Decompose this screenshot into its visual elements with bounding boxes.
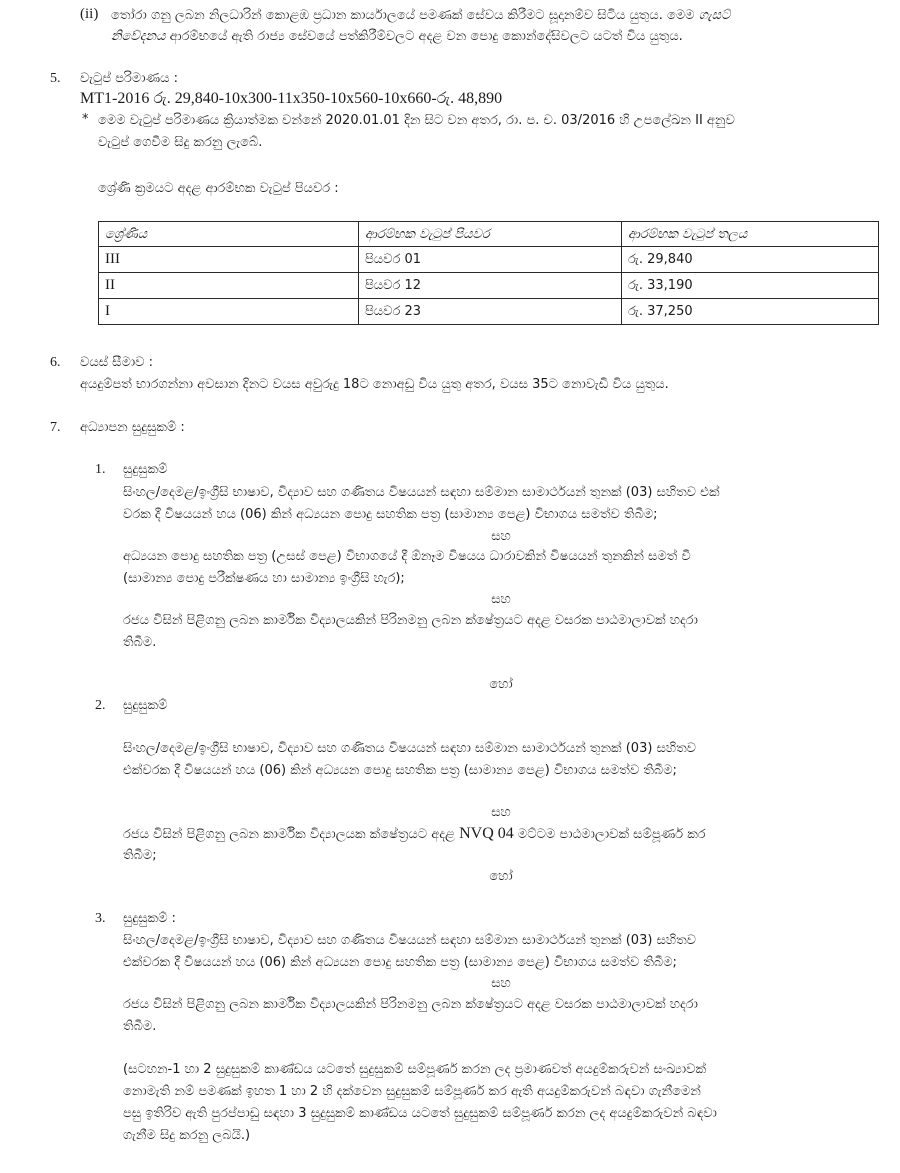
and-connector: සහ xyxy=(491,805,511,820)
and-connector: සහ xyxy=(491,976,511,991)
grade-table-caption: ශ්‍රේණි ක්‍රමයට අදළ ආරම්භක වැටුප් පියවර : xyxy=(98,181,339,196)
table-cell-grade: I xyxy=(99,299,359,325)
qualification-3-number: 3. xyxy=(95,911,106,926)
qualification-3-line: සිංහල/දෙමළ/ඉංග්‍රීසි භාෂාව, විද්‍යාව සහ ගණිතය විෂයයන් සඳහා සම්මාන සාමාර්ථයන් තුනක් (03) සහිතව xyxy=(123,933,697,948)
section-7-number: 7. xyxy=(50,420,61,435)
qualification-1-number: 1. xyxy=(95,462,106,477)
section-6-heading: වයස් සීමාව : xyxy=(80,355,154,370)
salary-note-line1: මෙම වැටුප් පරිමාණය ක්‍රියාත්මක වන්නේ 2020.01.01 දින සිට වන අතර, රා. ප. ච. 03/2016 හි උපලේඛන II අනුව xyxy=(98,113,735,128)
qualification-note-line: නොමැති නම් පමණක් ඉහත 1 හා 2 හි දක්වෙන සුදුසුකම් සම්පූර්ණ කර ඇති අයදුම්කරුවන් බඳවා ගැනීමෙන් xyxy=(123,1084,701,1099)
section-7-heading: අධ්‍යාපන සුදුසුකම් : xyxy=(80,420,185,435)
qualification-2-line: එක්වරක දී විෂයයන් හය (06) කින් අධ්‍යයන පොදු සහතික පත්‍ර (සාමාන්‍ය පෙළ) විභාගය සමත්ව තිබීම; xyxy=(123,763,677,778)
qualification-2-text: මට්ටම පාඨමාලාවක් සම්පූර්ණ කර xyxy=(517,827,706,842)
qualification-1-line: අධ්‍යයන පොදු සහතික පත්‍ර (උසස් පෙළ) විභාගයේ දී ඕනෑම විෂයය ධාරාවකින් විෂයයන් තුනකින් සමත් වී xyxy=(123,549,691,564)
qualification-2-line: තිබීම; xyxy=(123,848,157,863)
qualification-1-line: සිංහල/දෙමළ/ඉංග්‍රීසි භාෂාව, විද්‍යාව සහ ගණිතය විෂයයන් සඳහා සම්මාන සාමාර්ථයන් තුනක් (03) සහිතව එක් xyxy=(123,485,720,500)
clause-ii-number: (ii) xyxy=(80,6,99,22)
qualification-note-line: (සටහන-1 හා 2 සුදුසුකම් කාණ්ඩය යටතේ සුදුසුකම් සම්පූර්ණ කරන ලද ප්‍රමාණවත් අයදුම්කරුවන් සංඛ්‍යාවක් xyxy=(123,1062,707,1077)
qualification-1-heading: සුදුසුකම් xyxy=(123,462,168,477)
table-header-grade: ශ්‍රේණිය xyxy=(99,222,359,247)
clause-ii-line2-text: ආරම්භයේ ඇති රාජ්‍ය සේවයේ පත්කිරීම්වලට අදළ වන පොදු කොන්දේසිවලට යටත් විය යුතුය. xyxy=(169,29,683,44)
qualification-3-line: එක්වරක දී විෂයයන් හය (06) කින් අධ්‍යයන පොදු සහතික පත්‍ර (සාමාන්‍ය පෙළ) විභාගය සමත්ව තිබීම; xyxy=(123,955,677,970)
section-5-number: 5. xyxy=(50,71,61,86)
section-6-number: 6. xyxy=(50,355,61,370)
qualification-2-text: රජය විසින් පිළිගනු ලබන කාර්මික විද්‍යාලයක ක්ෂේත්‍රයට අදළ xyxy=(123,827,455,842)
qualification-3-line: රජය විසින් පිළිගනු ලබන කාර්මික විද්‍යාලයකින් පිරිනමනු ලබන ක්ෂේත්‍රයට අදළ වසරක පාඨමාලාවක් හදරා xyxy=(123,997,698,1012)
qualification-2-line xyxy=(123,825,706,843)
table-cell-step: පියවර 23 xyxy=(359,299,622,325)
clause-ii-gazette-word: ගැසට් xyxy=(698,8,731,23)
table-header-initial-salary: ආරම්භක වැටුප් තලය xyxy=(622,222,879,247)
clause-ii-line1 xyxy=(111,7,879,24)
table-row xyxy=(99,247,879,273)
qualification-2-heading: සුදුසුකම් xyxy=(123,698,168,713)
and-connector: සහ xyxy=(491,529,511,544)
table-header-row xyxy=(99,222,879,247)
qualification-3-line: තිබීම. xyxy=(123,1019,157,1034)
table-cell-salary: රු. 33,190 xyxy=(622,273,879,299)
clause-ii-notice-word: නිවේදනය xyxy=(111,29,166,44)
salary-scale: MT1-2016 රු. 29,840-10x300-11x350-10x560-10x660-රු. 48,890 xyxy=(80,90,503,107)
table-cell-step: පියවර 01 xyxy=(359,247,622,273)
and-connector: සහ xyxy=(491,592,511,607)
qualification-1-line: තිබීම. xyxy=(123,635,157,650)
clause-ii-line2 xyxy=(111,28,683,45)
salary-note-asterisk: * xyxy=(82,112,89,127)
qualification-1-line: වරක දී විෂයයන් හය (06) කින් අධ්‍යයන පොදු සහතික පත්‍ර (සාමාන්‍ය පෙළ) විභාගය සමත්ව තිබීම; xyxy=(123,507,658,522)
qualification-2-line: සිංහල/දෙමළ/ඉංග්‍රීසි භාෂාව, විද්‍යාව සහ ගණිතය විෂයයන් සඳහා සම්මාන සාමාර්ථයන් තුනක් (03) සහිතව xyxy=(123,741,697,756)
qualification-1-line: රජය විසින් පිළිගනු ලබන කාර්මික විද්‍යාලයකින් පිරිනමනු ලබන ක්ෂේත්‍රයට අදළ වසරක පාඨමාලාවක් හදරා xyxy=(123,613,698,628)
section-5-heading: වැටුප් පරිමාණය : xyxy=(80,71,178,86)
table-cell-salary: රු. 37,250 xyxy=(622,299,879,325)
table-header-step: ආරම්භක වැටුප් පියවර xyxy=(359,222,622,247)
table-cell-salary: රු. 29,840 xyxy=(622,247,879,273)
table-cell-step: පියවර 12 xyxy=(359,273,622,299)
salary-note-line2: වැටුප් ගෙවීම සිදු කරනු ලැබේ. xyxy=(98,135,263,150)
table-cell-grade: III xyxy=(99,247,359,273)
or-connector: හෝ xyxy=(489,677,513,692)
qualification-note-line: පසු ඉතිරිව ඇති පුරප්පාඩු සඳහා 3 සුදුසුකම් කාණ්ඩය යටතේ සුදුසුකම් සම්පූර්ණ කරන ලද අයදුම්කරුවන් බඳවා xyxy=(123,1106,717,1121)
qualification-note-line: ගැනීම සිදු කරනු ලබයි.) xyxy=(123,1128,251,1143)
age-limit-text: අයදුම්පත් භාරගන්නා අවසාන දිනට වයස අවුරුදු 18ට නොඅඩු විය යුතු අතර, වයස 35ට නොවැඩි විය යුතුය. xyxy=(80,377,669,392)
grade-salary-table xyxy=(98,221,879,325)
or-connector: හෝ xyxy=(489,869,513,884)
qualification-3-heading: සුදුසුකම් : xyxy=(123,911,176,926)
qualification-1-line: (සාමාන්‍ය පොදු පරීක්ෂණය හා සාමාන්‍ය ඉංග්‍රීසි හැර); xyxy=(123,571,405,586)
table-cell-grade: II xyxy=(99,273,359,299)
qualification-2-number: 2. xyxy=(95,698,106,713)
nvq-level: NVQ 04 xyxy=(459,825,514,842)
clause-ii-line1-text: තෝරා ගනු ලබන නිලධාරින් කොළඹ ප්‍රධාන කාර්යාලයේ පමණක් සේවය කිරීමට සූදානම්ව සිටිය යුතුය. මෙම xyxy=(111,8,695,23)
table-row xyxy=(99,273,879,299)
table-row xyxy=(99,299,879,325)
